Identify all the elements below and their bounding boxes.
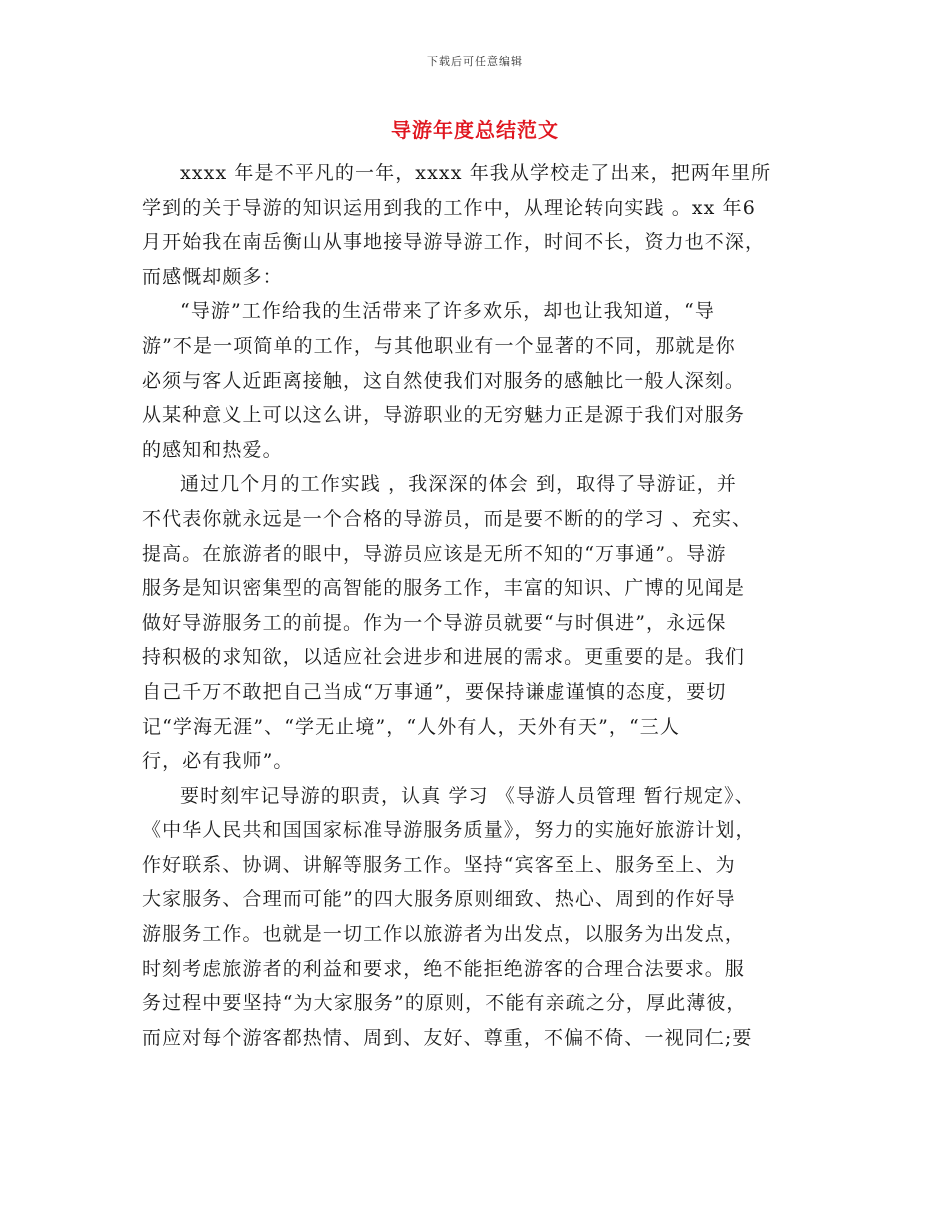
text-line: 大家服务、合理而可能”的四大服务原则细致、热心、周到的作好导 (142, 888, 736, 911)
header-note: 下载后可任意编辑 (427, 55, 523, 68)
text-line: 通过几个月的工作实践 ，我深深的体会 到，取得了导游证，并 (180, 473, 737, 496)
text-line: 服务是知识密集型的高智能的服务工作，丰富的知识、广博的见闻是 (142, 577, 746, 600)
text-line: 持积极的求知欲，以适应社会进步和进展的需求。更重要的是。我们 (142, 646, 746, 669)
text-line: 游”不是一项简单的工作，与其他职业有一个显著的不同，那就是你 (142, 334, 736, 357)
text-line: 《中华人民共和国国家标准导游服务质量》，努力的实施好旅游计划， (142, 819, 756, 842)
text-line: 从某种意义上可以这么讲，导游职业的无穷魅力正是源于我们对服务 (142, 404, 746, 427)
paragraph (142, 779, 812, 1056)
text-line: 而应对每个游客都热情、周到、友好、尊重，不偏不倚、一视同仁;要 (142, 1026, 753, 1049)
text-line: 的感知和热爱。 (142, 438, 283, 461)
text-line: xxxx 年是不平凡的一年，xxxx 年我从学校走了出来，把两年里所 (180, 162, 772, 184)
paragraph (142, 294, 812, 467)
text-line: 记“学海无涯”、“学无止境”，“人外有人，天外有天”，“三人 (142, 715, 680, 738)
document-body (142, 156, 812, 1055)
text-line: 学到的关于导游的知识运用到我的工作中，从理论转向实践 。xx 年6 (142, 196, 756, 219)
text-line: 做好导游服务工的前提。作为一个导游员就要“与时俱进”，永远保 (142, 611, 727, 634)
paragraph (142, 467, 812, 778)
document-title: 导游年度总结范文 (391, 118, 559, 142)
text-line: 要时刻牢记导游的职责，认真 学习 《导游人员管理 暂行规定》、 (180, 784, 755, 807)
text-line: 作好联系、协调、讲解等服务工作。坚持“宾客至上、服务至上、为 (142, 853, 736, 876)
text-line: 游服务工作。也就是一切工作以旅游者为出发点，以服务为出发点， (142, 923, 746, 946)
text-line: 而感慨却颇多： (142, 265, 283, 288)
text-line: 行，必有我师”。 (142, 750, 294, 773)
paragraph (142, 156, 812, 294)
text-line: 不代表你就永远是一个合格的导游员，而是要不断的的学习 、充实、 (142, 507, 753, 530)
text-line: “导游”工作给我的生活带来了许多欢乐，却也让我知道，“导 (180, 300, 715, 323)
text-line: 必须与客人近距离接触，这自然使我们对服务的感触比一般人深刻。 (142, 369, 746, 392)
text-line: 务过程中要坚持“为大家服务”的原则，不能有亲疏之分，厚此薄彼， (142, 992, 747, 1015)
text-line: 自己千万不敢把自己当成“万事通”，要保持谦虚谨慎的态度，要切 (142, 680, 727, 703)
text-line: 月开始我在南岳衡山从事地接导游导游工作，时间不长，资力也不深， (142, 231, 766, 254)
text-line: 时刻考虑旅游者的利益和要求，绝不能拒绝游客的合理合法要求。服 (142, 957, 746, 980)
text-line: 提高。在旅游者的眼中，导游员应该是无所不知的“万事通”。导游 (142, 542, 727, 565)
